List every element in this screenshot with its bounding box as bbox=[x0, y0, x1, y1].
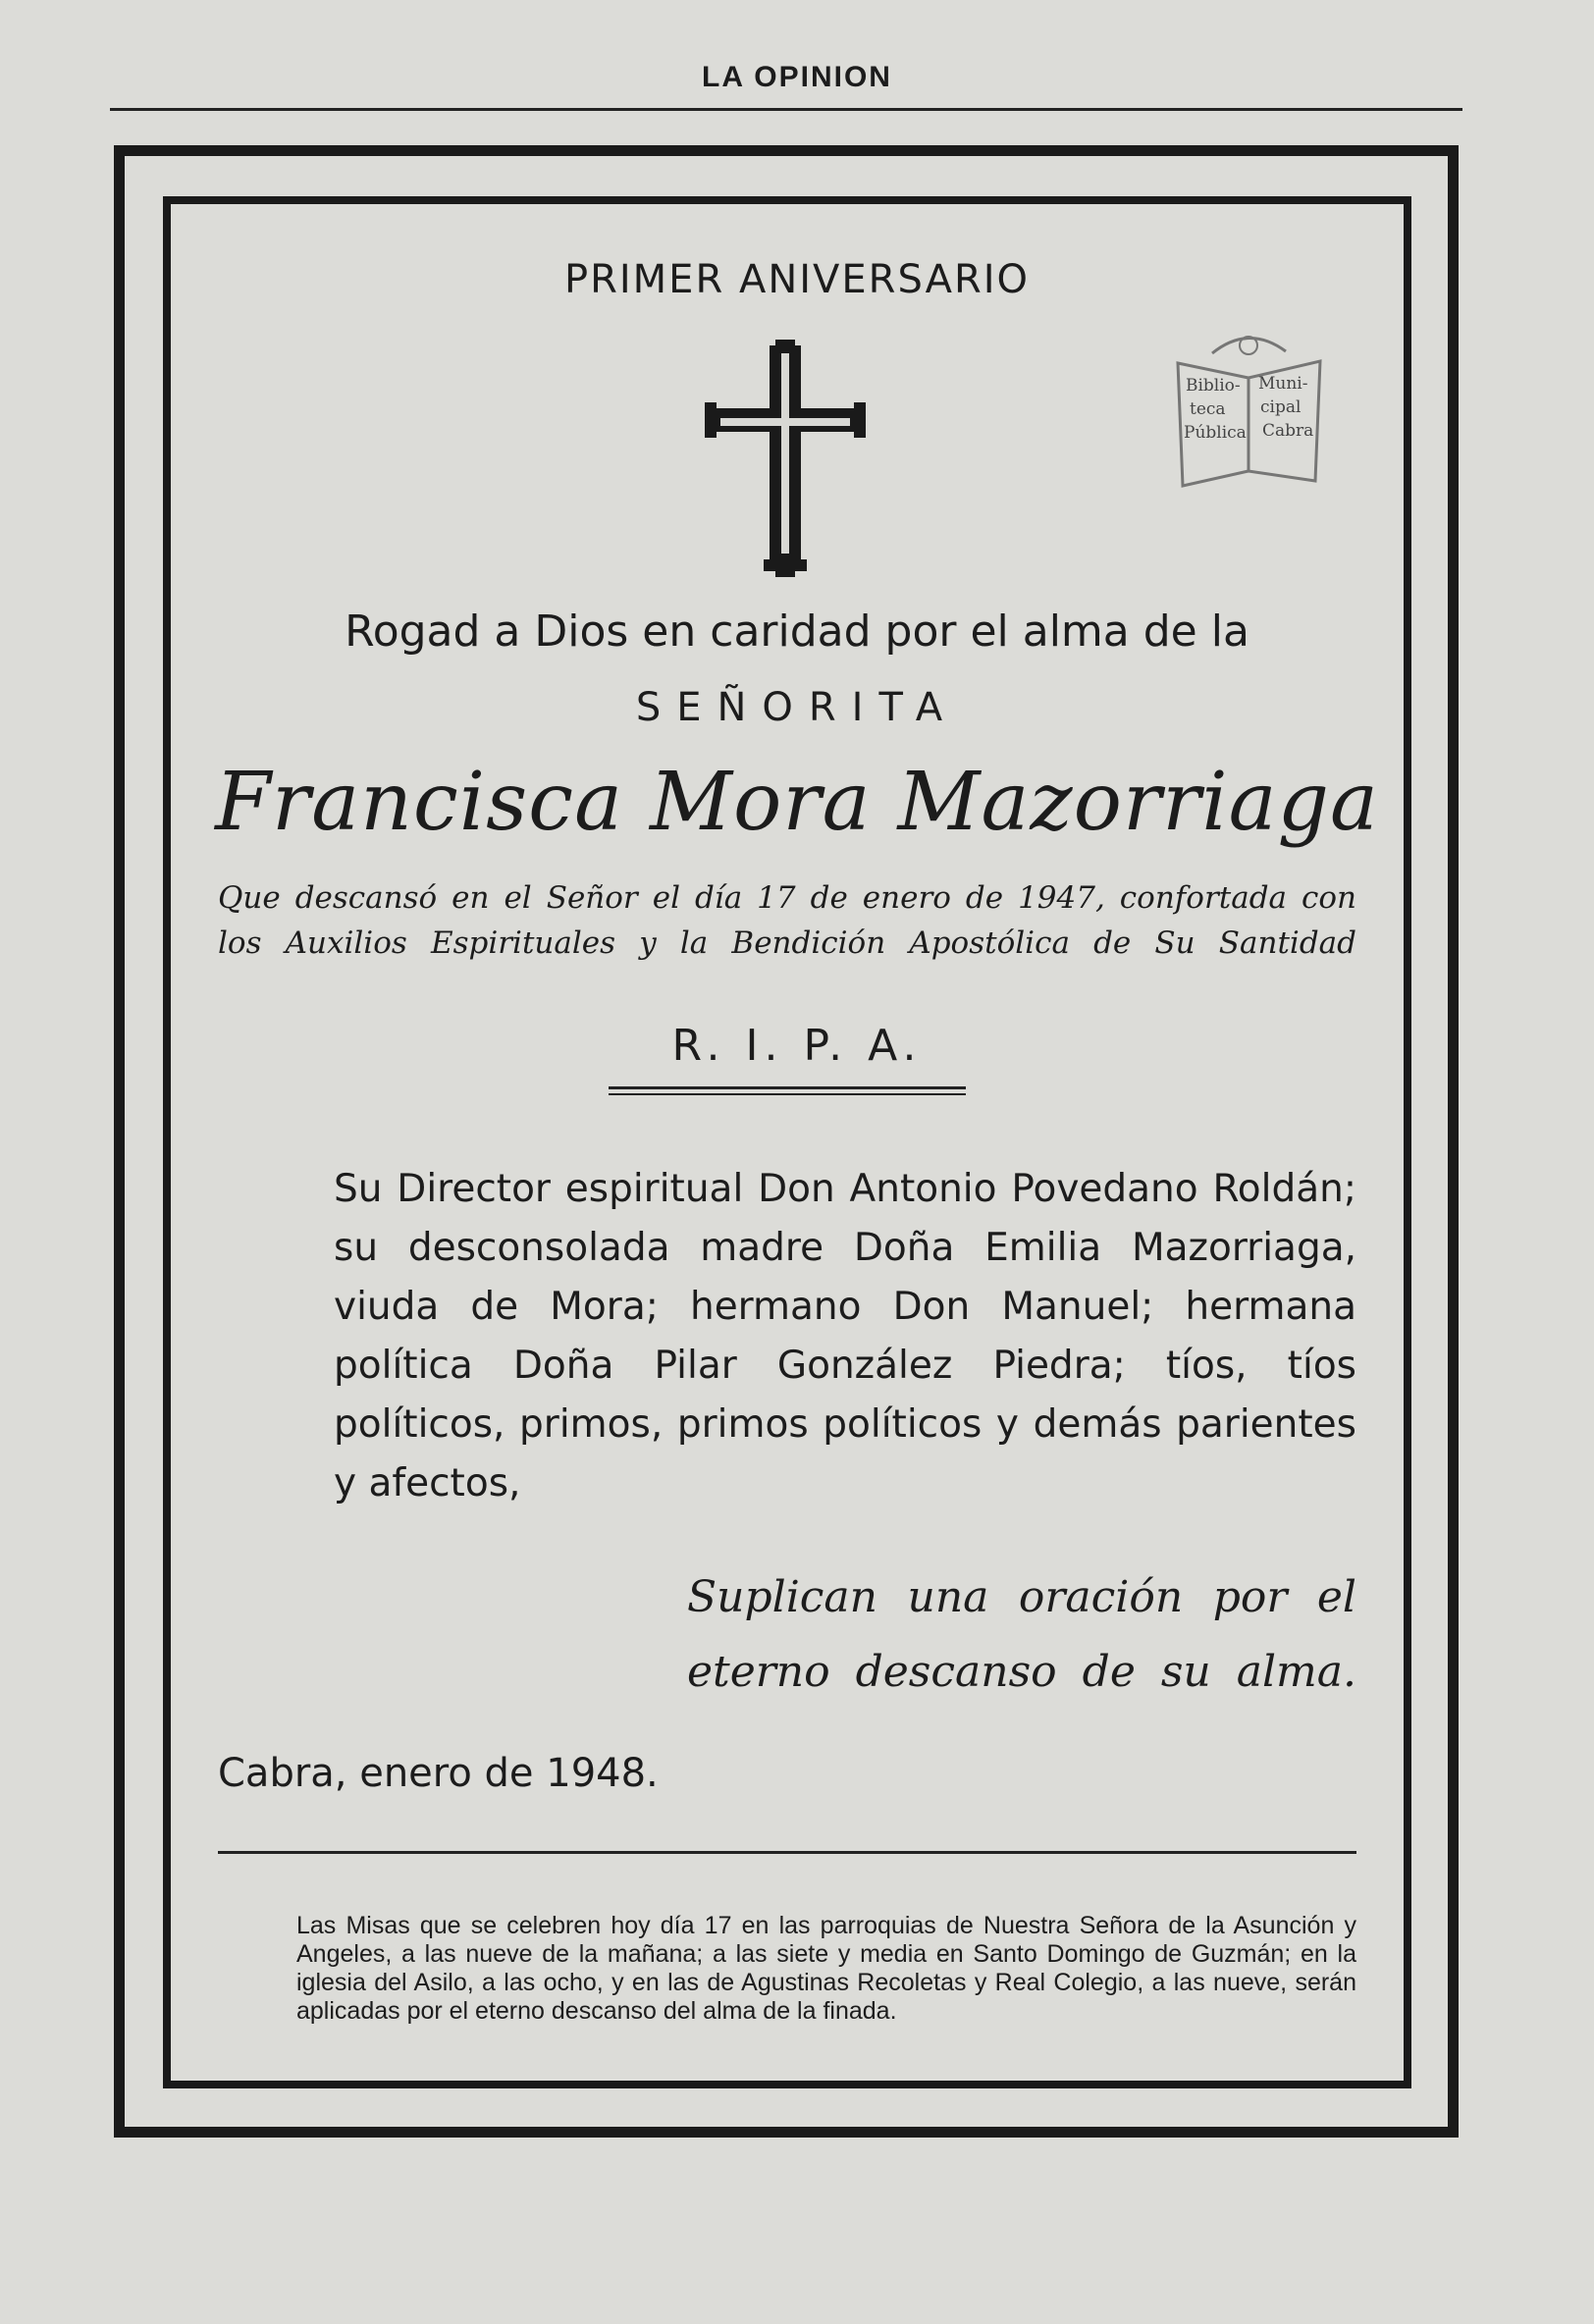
cross-icon bbox=[699, 334, 872, 585]
stamp-text-left-1: Biblio- bbox=[1186, 376, 1241, 396]
descanso-paragraph bbox=[218, 875, 1356, 966]
stamp-text-right-2: cipal bbox=[1260, 397, 1302, 417]
family-paragraph bbox=[218, 1160, 1356, 1513]
anniversary-heading: PRIMER ANIVERSARIO bbox=[563, 257, 1031, 302]
title-senorita: SEÑORITA bbox=[635, 685, 959, 730]
ripa-rule-thin bbox=[609, 1093, 966, 1095]
family-text: Su Director espiritual Don Antonio Povedano Roldán; su desconsolada madre Doña Emilia Mazorriaga, viuda de Mora; hermano Don Manuel; hermana política Doña Pilar González Piedra; tíos, tíos políticos, primos, primos políticos y demás parientes y afectos, bbox=[334, 1167, 1356, 1505]
stamp-text-left-3: Pública bbox=[1184, 423, 1247, 443]
stamp-text-right-1: Muni- bbox=[1258, 374, 1308, 394]
suplican-block bbox=[687, 1560, 1356, 1710]
ripa-rule bbox=[609, 1086, 966, 1089]
library-stamp bbox=[1158, 324, 1340, 491]
ripa: R. I. P. A. bbox=[671, 1021, 923, 1071]
suplican-line-2: eterno descanso de su alma. bbox=[687, 1647, 1356, 1697]
place-date: Cabra, enero de 1948. bbox=[218, 1751, 659, 1796]
suplican-line-1: Suplican una oración por el bbox=[687, 1572, 1356, 1622]
misas-text: Las Misas que se celebren hoy día 17 en las parroquias de Nuestra Señora de la Asunción y Angeles, a las nueve de la mañana; a las siete y media en Santo Domingo de Guzmán; en la iglesia del Asilo, a las ocho, y en las de Agustinas Recoletas y Real Colegio, a las nueve, serán aplicadas por el eterno descanso del alma de la finada. bbox=[296, 1912, 1356, 2025]
stamp-text-right-3: Cabra bbox=[1262, 421, 1314, 441]
stamp-text-left-2: teca bbox=[1190, 399, 1226, 419]
rogad-line: Rogad a Dios en caridad por el alma de la bbox=[345, 607, 1249, 657]
masthead-title: LA OPINION bbox=[702, 61, 892, 93]
misas-note bbox=[218, 1912, 1356, 2026]
descanso-line-1: Que descansó en el Señor el día 17 de enero de 1947, confortada con bbox=[218, 880, 1356, 916]
misas-rule bbox=[218, 1851, 1356, 1854]
descanso-line-2: los Auxilios Espirituales y la Bendición Apostólica de Su Santidad bbox=[218, 925, 1356, 961]
masthead-rule bbox=[110, 108, 1462, 111]
deceased-name: Francisca Mora Mazorriaga bbox=[215, 756, 1379, 849]
